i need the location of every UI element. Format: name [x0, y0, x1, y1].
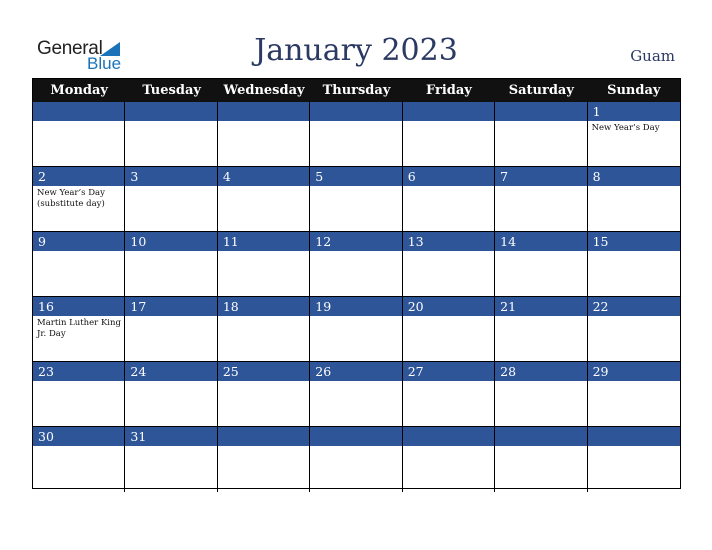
weekday-tuesday: Tuesday [142, 83, 201, 98]
logo-blue-text: Blue [87, 54, 122, 73]
region-label: Guam [630, 47, 675, 65]
page-title: January 2023 [254, 33, 458, 68]
day-number: 10 [125, 232, 216, 251]
day-number: 23 [33, 362, 124, 381]
day-number: 28 [495, 362, 586, 381]
day-cell [403, 102, 495, 167]
day-cell [125, 362, 217, 427]
day-number: 25 [218, 362, 309, 381]
day-number [495, 427, 586, 446]
day-number: 16 [33, 297, 124, 316]
day-number [310, 102, 401, 121]
day-number: 4 [218, 167, 309, 186]
day-number: 14 [495, 232, 586, 251]
weekday-sunday: Sunday [607, 83, 661, 98]
day-number: 19 [310, 297, 401, 316]
day-number [403, 102, 494, 121]
day-number: 21 [495, 297, 586, 316]
day-cell [588, 427, 680, 492]
day-number: 3 [125, 167, 216, 186]
day-cell [125, 232, 217, 297]
day-cell [125, 102, 217, 167]
day-number: 18 [218, 297, 309, 316]
day-cell [310, 232, 402, 297]
day-cell [218, 427, 310, 492]
day-number [125, 102, 216, 121]
weekday-header [33, 79, 680, 102]
day-number: 30 [33, 427, 124, 446]
day-number [218, 102, 309, 121]
day-cell [588, 167, 680, 232]
day-cell [218, 102, 310, 167]
day-number: 31 [125, 427, 216, 446]
day-number: 8 [588, 167, 680, 186]
day-cell [125, 297, 217, 362]
day-number: 5 [310, 167, 401, 186]
day-number: 17 [125, 297, 216, 316]
day-cell [495, 167, 587, 232]
day-number: 24 [125, 362, 216, 381]
day-number: 22 [588, 297, 680, 316]
day-number: 2 [33, 167, 124, 186]
day-number: 11 [218, 232, 309, 251]
day-cell [310, 167, 402, 232]
day-cell [403, 297, 495, 362]
day-number [588, 427, 680, 446]
day-cell [588, 297, 680, 362]
day-cell [403, 232, 495, 297]
day-cell [495, 232, 587, 297]
day-cell [310, 102, 402, 167]
day-cell [310, 427, 402, 492]
day-cell [588, 362, 680, 427]
day-cell [588, 102, 680, 167]
logo-general-text: General [37, 38, 103, 59]
day-cell [588, 232, 680, 297]
holiday-label: New Year’s Day (substitute day) [37, 188, 105, 209]
day-number: 12 [310, 232, 401, 251]
day-cell [218, 167, 310, 232]
day-cell [33, 427, 125, 492]
day-cell [218, 232, 310, 297]
day-cell [403, 427, 495, 492]
day-number: 9 [33, 232, 124, 251]
day-cell [33, 362, 125, 427]
day-number: 29 [588, 362, 680, 381]
day-cell [125, 167, 217, 232]
day-number: 1 [588, 102, 680, 121]
day-number: 13 [403, 232, 494, 251]
day-number: 27 [403, 362, 494, 381]
day-cell [125, 427, 217, 492]
day-cell [495, 102, 587, 167]
day-cell [33, 167, 125, 232]
holiday-label: Martin Luther King Jr. Day [37, 318, 121, 339]
day-number: 20 [403, 297, 494, 316]
day-number [403, 427, 494, 446]
day-number: 6 [403, 167, 494, 186]
day-cell [495, 297, 587, 362]
day-cell [495, 427, 587, 492]
day-cell [218, 297, 310, 362]
day-cell [218, 362, 310, 427]
weekday-monday: Monday [50, 83, 108, 98]
day-number: 7 [495, 167, 586, 186]
weekday-saturday: Saturday [508, 83, 574, 98]
day-number: 15 [588, 232, 680, 251]
calendar-grid [32, 78, 681, 489]
day-cell [33, 297, 125, 362]
days-grid [33, 102, 680, 492]
day-number [33, 102, 124, 121]
weekday-wednesday: Wednesday [223, 83, 305, 98]
weekday-thursday: Thursday [322, 83, 391, 98]
day-cell [33, 102, 125, 167]
weekday-friday: Friday [425, 83, 472, 98]
day-cell [310, 297, 402, 362]
day-cell [495, 362, 587, 427]
holiday-label: New Year’s Day [591, 123, 660, 133]
day-cell [403, 362, 495, 427]
day-cell [310, 362, 402, 427]
day-number: 26 [310, 362, 401, 381]
day-cell [33, 232, 125, 297]
day-cell [403, 167, 495, 232]
day-number [495, 102, 586, 121]
day-number [218, 427, 309, 446]
day-number [310, 427, 401, 446]
